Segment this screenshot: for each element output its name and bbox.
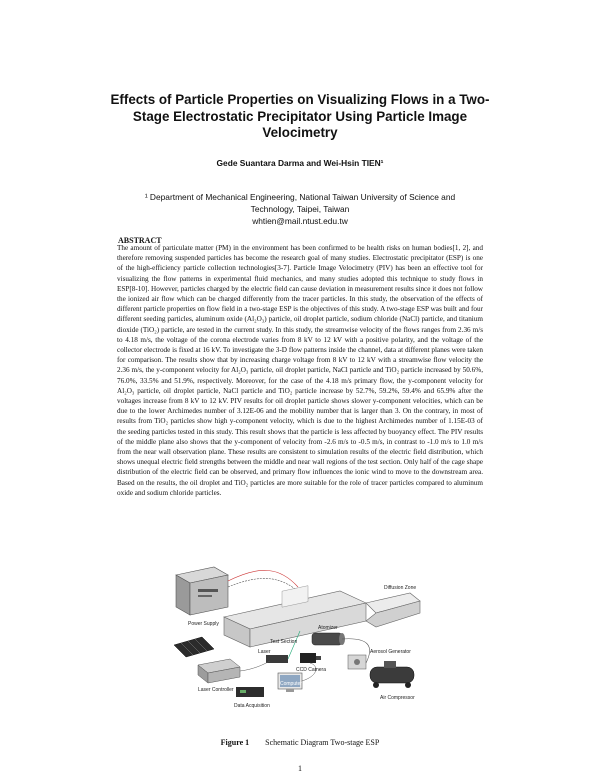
laser-controller-unit <box>198 659 240 683</box>
atomizer-label: Atomizer <box>318 625 338 631</box>
test-section-label: Test Section <box>270 639 298 645</box>
figure-caption-text: Schematic Diagram Two-stage ESP <box>265 738 380 747</box>
author-email: whtien@mail.ntust.edu.tw <box>252 216 348 227</box>
figure-caption <box>120 738 480 747</box>
data-acquisition-unit <box>236 687 264 697</box>
power-supply-unit <box>176 567 228 615</box>
electrode-panel <box>174 637 214 657</box>
air-compressor-unit <box>370 661 414 688</box>
paper-authors: Gede Suantara Darma and Wei-Hsin TIEN¹ <box>216 158 384 168</box>
abstract-text: The amount of particulate matter (PM) in the environment has been confirmed to be health risks on human bodies[1, 2], and therefore removing suspended particles has become the research goal of many studies. Electrostatic precipitator (ESP) is one of the high-efficiency particle collection technologies[3-7]. Particle Image Velocimetry (PIV) has been an effective tool for visualizing the flow patterns in experimental fluid mechanics, and many studies adopted this technique to study flows in ESP[8-10]. However, particles charged by the electric field can cause deviation in measurement results since it does not follow the ionized air flow which can be charged differently from the tracer particles. In this study, the observation of the effects of different particle properties on flow field in a two-stage ESP is the objectives of this study. A two-stage ESP was built and four different seeding particles, aluminum oxide (Al₂O₃) particle, oil droplet particle, sodium chloride (NaCl) particle, and titanium dioxide (TiO₂) particle, are tested in the current study. In this study, the streamwise velocity of the flows ranges from 2.36 m/s to 4.18 m/s, the voltage of the corona electrode varies from 8 kV to 12 kV with a positive polarity, and the voltage of the collector electrode is fixed at 16 kV. To investigate the 3-D flow patterns inside the channel, data at different planes were taken for comparison. The results show that by increasing charge voltage from 8 kV to 12 kV with a streamwise flow velocity the 2.36 m/s, the y-component velocity for Al₂O₃ particle, oil droplet particle, NaCl particle and TiO₂ particle increased by 50.6%, 76.0%, 33.5% and 51.9%, respectively. Moreover, for the case of the 4.18 m/s primary flow, the y-component velocity for Al₂O₃ particle, oil droplet particle, NaCl particle and TiO₂ particle increase by 52.7%, 59.2%, 59.4% and 65.9% after the voltages increase from 8 kV to 12 kV. PIV results for oil droplet particle shows slower y-component velocities, which can be due to the lower Archimedes number of 3.12E-06 and the mobility number that is larger than 3. On the contrary, in most of results from TiO₂ particles show high y-component velocity, which is due to the highest Archimedes number of 1.15E-03 of the seeding particles tested in this study. This result shows that the particle is less affected by buoyancy effect. The PIV results of the middle plane also shows that the y-component of velocity from -2.6 m/s to -0.5 m/s, in contrast to -1.0 m/s to 1.0 m/s from the near wall observation plane. These results are consistent to simulation results of the electric field distribution, which shows unequal electric field strengths between the middle and near wall regions of the test section. Only half of the cage shape distribution of the electric field can be observed, and primary flow influences the ionic wind to move to the downstream area. Based on the results, the oil droplet and TiO₂ particles are more suitable for the role of tracer particles compared to aluminum oxide and sodium chloride particles. <box>117 244 483 497</box>
ccd-camera-unit <box>300 653 321 663</box>
data-acquisition-label: Data Acquisition <box>234 703 270 709</box>
paper-title: Effects of Particle Properties on Visualizing Flows in a Two-Stage Electrostatic Precipitator Using Particle Image Velocimetry <box>110 92 490 141</box>
power-supply-label: Power Supply <box>188 621 219 627</box>
abstract-heading: ABSTRACT <box>118 236 162 245</box>
aerosol-generator-unit <box>348 655 366 669</box>
affiliation-line-1: ¹ Department of Mechanical Engineering, National Taiwan University of Science and <box>144 192 456 202</box>
aerosol-generator-label: Aerosol Generator <box>370 649 411 655</box>
laser-controller-label: Laser Controller <box>198 687 234 693</box>
affiliation-block <box>108 191 492 227</box>
computer-label: Computer <box>280 681 302 687</box>
atomizer-unit <box>312 633 345 645</box>
affiliation-line-2: Technology, Taipei, Taiwan <box>250 204 350 215</box>
esp-schematic-figure <box>170 557 432 723</box>
esp-schematic-diagram <box>170 557 432 723</box>
diffusion-zone-label: Diffusion Zone <box>384 585 417 591</box>
figure-label: Figure 1 <box>220 738 250 747</box>
laser-label: Laser <box>258 649 271 655</box>
air-compressor-label: Air Compressor <box>380 695 415 701</box>
ccd-camera-label: CCD Camera <box>296 667 327 673</box>
page-number: 1 <box>298 764 302 773</box>
diffusion-zone <box>366 593 420 627</box>
